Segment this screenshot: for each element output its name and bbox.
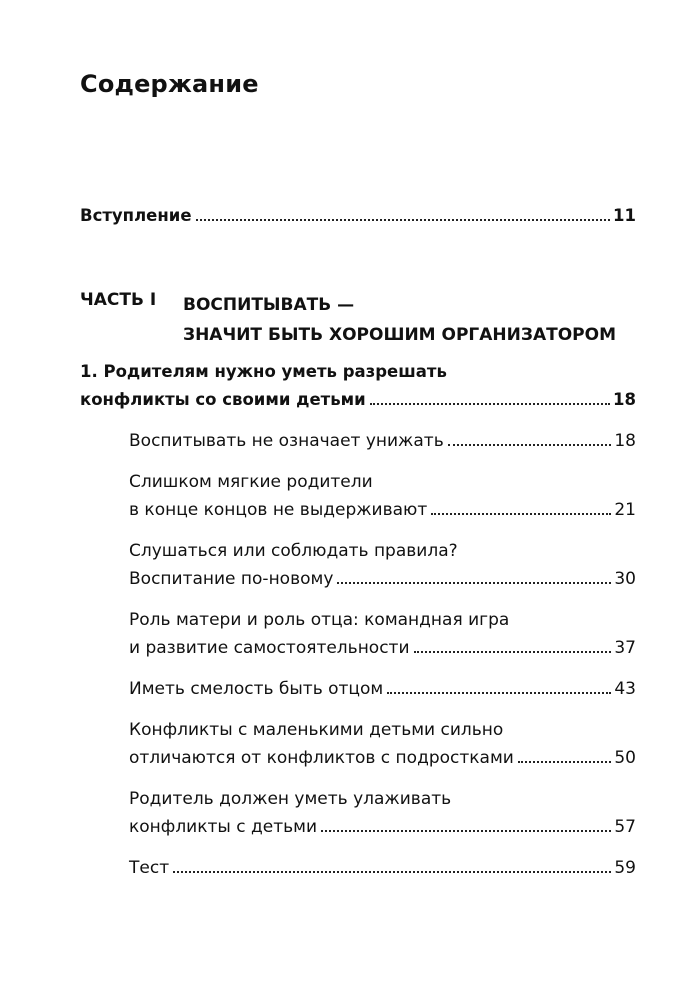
toc-entry-section[interactable]	[129, 748, 636, 768]
toc-entry-label-line: Роль матери и роль отца: командная игра	[129, 610, 510, 630]
toc-entry-label: конфликты с детьми	[129, 817, 317, 837]
toc-entry-section[interactable]	[129, 858, 636, 878]
part-title	[183, 290, 616, 350]
toc-entry-section[interactable]	[129, 638, 636, 658]
part-title-line: ЗНАЧИТ БЫТЬ ХОРОШИМ ОРГАНИЗАТОРОМ	[183, 325, 616, 345]
toc-entry-chapter-1[interactable]	[80, 390, 636, 409]
toc-entry-label-line: Слушаться или соблюдать правила?	[129, 541, 458, 561]
toc-entry-label: Тест	[129, 858, 170, 878]
toc-entry-section[interactable]	[129, 500, 636, 520]
dot-leader	[414, 651, 612, 653]
dot-leader	[387, 692, 611, 694]
toc-page-number: 37	[614, 638, 636, 658]
toc-entry-section[interactable]	[129, 679, 636, 699]
dot-leader	[337, 582, 611, 584]
part-title-line: ВОСПИТЫВАТЬ —	[183, 295, 355, 315]
toc-entry-section[interactable]	[129, 431, 636, 451]
toc-entry-label: Воспитывать не означает унижать	[129, 431, 444, 451]
toc-entry-label: Иметь смелость быть отцом	[129, 679, 384, 699]
part-label: ЧАСТЬ I	[80, 290, 157, 310]
toc-page-number: 18	[614, 431, 636, 451]
dot-leader	[196, 219, 611, 221]
page-title: Содержание	[80, 70, 259, 98]
toc-page-number: 11	[613, 206, 636, 225]
dot-leader	[518, 761, 612, 763]
toc-page-number: 59	[614, 858, 636, 878]
dot-leader	[173, 871, 611, 873]
toc-page-number: 43	[614, 679, 636, 699]
toc-entry-section[interactable]	[129, 569, 636, 589]
toc-entry-intro[interactable]	[80, 206, 636, 225]
toc-page-number: 57	[614, 817, 636, 837]
toc-page-number: 18	[613, 390, 636, 409]
toc-entry-label-line: Конфликты с маленькими детьми сильно	[129, 720, 504, 740]
chapter-title-line: конфликты со своими детьми	[80, 390, 366, 409]
toc-entry-label: в конце концов не выдерживают	[129, 500, 428, 520]
dot-leader	[321, 830, 611, 832]
chapter-title-line: 1. Родителям нужно уметь разрешать	[80, 362, 447, 381]
dot-leader	[448, 444, 612, 446]
toc-entry-label: Воспитание по-новому	[129, 569, 334, 589]
dot-leader	[370, 403, 610, 405]
toc-entry-label: отличаются от конфликтов с подростками	[129, 748, 514, 768]
toc-page-number: 30	[614, 569, 636, 589]
toc-entry-label: Вступление	[80, 206, 192, 225]
dot-leader	[431, 513, 611, 515]
toc-entry-label-line: Слишком мягкие родители	[129, 472, 373, 492]
toc-entry-label-line: Родитель должен уметь улаживать	[129, 789, 452, 809]
toc-page-number: 21	[614, 500, 636, 520]
toc-entry-section[interactable]	[129, 817, 636, 837]
toc-entry-label: и развитие самостоятельности	[129, 638, 410, 658]
toc-page-number: 50	[614, 748, 636, 768]
